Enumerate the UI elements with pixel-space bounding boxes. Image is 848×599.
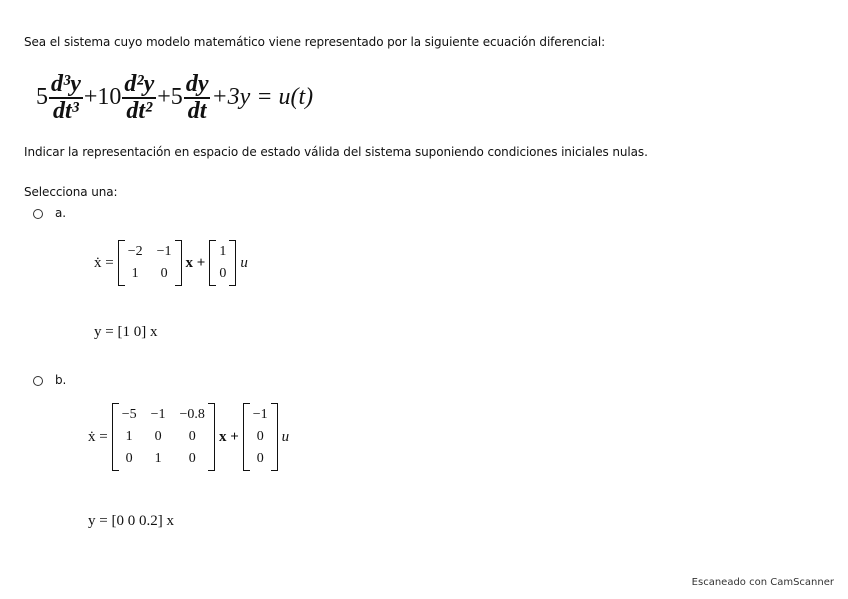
option-b-state-equation [88,403,289,471]
coef-10: +10 [83,84,122,111]
option-a-state-equation [94,240,248,286]
option-b-x-plus: x + [218,428,239,445]
option-b-letter: b. [55,373,67,387]
option-a-x-plus: x + [185,254,206,271]
option-a-output-equation: y = [1 0] x [94,324,158,340]
question-instruction: Indicar la representación en espacio de estado válida del sistema suponiendo condiciones iniciales nulas. [24,145,648,159]
select-label: Selecciona una: [24,185,118,199]
option-b-matrix-a: −5 −1 −0.8 1 0 0 0 1 0 [112,403,215,471]
coef-5b: +5 [157,84,183,111]
option-a-matrix-b: 1 0 [209,240,236,286]
equation-rest: +3y = u(t) [211,84,314,111]
second-derivative-term: $\frac{\text{d²y}}{\text{dt²}}$ [124,71,155,124]
coef-5: 5 [36,84,48,111]
option-a-xdot: ẋ = [94,254,114,271]
first-derivative-term: $\frac{dy}{dt}$ [185,71,209,124]
third-derivative-term: $\frac{\text{d³y}}{\text{dt³}}$ [51,71,81,124]
question-prompt: Sea el sistema cuyo modelo matemático viene representado por la siguiente ecuación diferencial: [24,35,606,49]
option-a-matrix-a: −2 −1 1 0 [118,240,182,286]
option-a-letter: a. [55,206,66,220]
option-b-radio[interactable] [33,376,43,386]
option-b-xdot: ẋ = [88,428,108,445]
option-a-radio[interactable] [33,209,43,219]
option-b-output-equation: y = [0 0 0.2] x [88,513,174,529]
option-b-u: u [281,428,290,445]
scanner-watermark: Escaneado con CamScanner [691,577,834,588]
differential-equation [36,72,313,124]
option-b-matrix-b: −1 0 0 [243,403,278,471]
option-a-u: u [240,254,248,271]
